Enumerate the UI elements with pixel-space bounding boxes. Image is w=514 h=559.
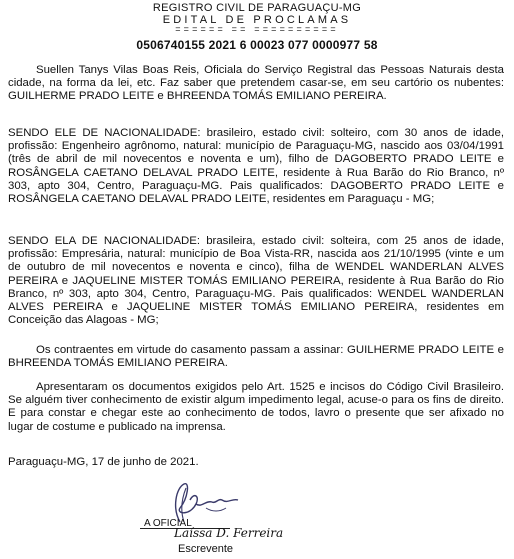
names-paragraph: [8, 344, 504, 370]
documents-paragraph: [8, 381, 504, 434]
intro-text: Suellen Tanys Vilas Boas Reis, Oficiala do Serviço Registral das Pessoas Naturais desta cidade, na forma da lei, etc. Faz saber que pretendem casar-se, em seu cartório os nubentes: GUILHERME PRADO LEITE e BHREENDA TOMÁS EMILIANO PEREIRA.: [8, 64, 504, 103]
signatory-name: Laíssa D. Ferreira: [174, 526, 284, 540]
groom-paragraph: SENDO ELE DE NACIONALIDADE: brasileiro, estado civil: solteiro, com 30 anos de idade, profissão: Engenheiro agrônomo, natural: município de Paraguaçu-MG, nascido aos 03/04/1991 (três de abril de mil novecentos e noventa e um), filho de DAGOBERTO PRADO LEITE e ROSÂNGELA CAETANO DELAVAL PRADO LEITE, residente à Rua Barão do Rio Branco, nº 303, apto 304, Centro, Paraguaçu-MG. Pais qualificados: DAGOBERTO PRADO LEITE e ROSÂNGELA CAETANO DELAVAL PRADO LEITE, residentes em Paraguaçu - MG;: [8, 127, 504, 206]
bride-paragraph: SENDO ELA DE NACIONALIDADE: brasileira, estado civil: solteira, com 25 anos de idade, profissão: Empresária, natural: município de Boa Vista-RR, nascida aos 21/10/1995 (vinte e um de outubro de mil novecentos e noventa e cinco), filha de WENDEL WANDERLAN ALVES PEREIRA e JAQUELINE MISTER TOMÁS EMILIANO PEREIRA, residente à Rua Barão do Rio Branco, nº 303, apto 304, Centro, Paraguaçu-MG. Pais qualificados: WENDEL WANDERLAN ALVES PEREIRA e JAQUELINE MISTER TOMÁS EMILIANO PEREIRA, residentes em Conceição das Alagoas - MG;: [8, 235, 504, 327]
official-label: A OFICIAL: [144, 518, 192, 529]
names-text: Os contraentes em virtude do casamento passam a assinar: GUILHERME PRADO LEITE e BHREENDA TOMÁS EMILIANO PEREIRA.: [8, 344, 504, 370]
edital-title: EDITAL DE PROCLAMAS: [162, 14, 352, 26]
intro-paragraph: [8, 64, 504, 104]
date-line: Paraguaçu-MG, 17 de junho de 2021.: [8, 456, 199, 468]
title-underline: ====== == ==========: [175, 24, 339, 34]
document-number: 0506740155 2021 6 00023 077 0000977 58: [136, 38, 378, 52]
registry-title: REGISTRO CIVIL DE PARAGUAÇU-MG: [152, 2, 362, 14]
documents-text: Apresentaram os documentos exigidos pelo Art. 1525 e incisos do Código Civil Brasileiro. Se alguém tiver conhecimento de existir algum impedimento legal, acuse-o para os fins de direito. E para constar e chegar este ao conhecimento de todos, lavro o presente que ser afixado no lugar de costume e publicado na imprensa.: [8, 381, 504, 433]
signatory-role: Escrevente: [178, 543, 234, 555]
